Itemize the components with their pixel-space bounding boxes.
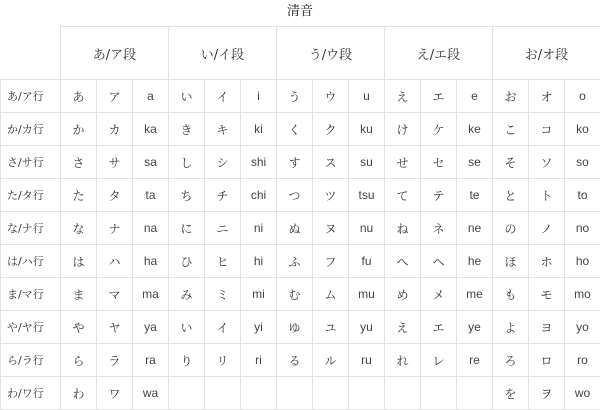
romaji-cell: me [457, 278, 493, 311]
katakana-cell: カ [97, 113, 133, 146]
katakana-cell: ト [529, 179, 565, 212]
hiragana-cell: ね [385, 212, 421, 245]
row-label: ま/マ行 [1, 278, 61, 311]
hiragana-cell: む [277, 278, 313, 311]
row-label: わ/ワ行 [1, 377, 61, 410]
hiragana-cell: ひ [169, 245, 205, 278]
hiragana-cell: い [169, 311, 205, 344]
romaji-cell: na [133, 212, 169, 245]
hiragana-cell: も [493, 278, 529, 311]
hiragana-cell: て [385, 179, 421, 212]
katakana-cell: セ [421, 146, 457, 179]
hiragana-cell: つ [277, 179, 313, 212]
hiragana-cell: ら [61, 344, 97, 377]
hiragana-cell: や [61, 311, 97, 344]
romaji-cell: e [457, 80, 493, 113]
katakana-cell: ル [313, 344, 349, 377]
column-header-e: え/エ段 [385, 27, 493, 80]
romaji-cell [349, 377, 385, 410]
table-row [1, 179, 600, 212]
romaji-cell: ye [457, 311, 493, 344]
hiragana-cell: う [277, 80, 313, 113]
katakana-cell: ロ [529, 344, 565, 377]
romaji-cell: ro [565, 344, 600, 377]
katakana-cell: ツ [313, 179, 349, 212]
hiragana-cell: へ [385, 245, 421, 278]
hiragana-cell: は [61, 245, 97, 278]
hiragana-cell: お [493, 80, 529, 113]
romaji-cell: ki [241, 113, 277, 146]
romaji-cell: ra [133, 344, 169, 377]
katakana-cell: イ [205, 80, 241, 113]
romaji-cell: yi [241, 311, 277, 344]
row-label: な/ナ行 [1, 212, 61, 245]
hiragana-cell: そ [493, 146, 529, 179]
romaji-cell: se [457, 146, 493, 179]
column-header-o: お/オ段 [493, 27, 600, 80]
katakana-cell: ネ [421, 212, 457, 245]
hiragana-cell: ゆ [277, 311, 313, 344]
column-header-a: あ/ア段 [61, 27, 169, 80]
hiragana-cell: か [61, 113, 97, 146]
katakana-cell: ク [313, 113, 349, 146]
romaji-cell: fu [349, 245, 385, 278]
romaji-cell: sa [133, 146, 169, 179]
hiragana-cell: ろ [493, 344, 529, 377]
romaji-cell: wo [565, 377, 600, 410]
hiragana-cell: ぬ [277, 212, 313, 245]
row-label: ら/ラ行 [1, 344, 61, 377]
romaji-cell: ya [133, 311, 169, 344]
katakana-cell: ヲ [529, 377, 565, 410]
katakana-cell: ウ [313, 80, 349, 113]
katakana-cell: リ [205, 344, 241, 377]
hiragana-cell: ふ [277, 245, 313, 278]
romaji-cell: tsu [349, 179, 385, 212]
katakana-cell: エ [421, 311, 457, 344]
hiragana-cell: ほ [493, 245, 529, 278]
hiragana-cell: に [169, 212, 205, 245]
katakana-cell: ヨ [529, 311, 565, 344]
hiragana-cell [169, 377, 205, 410]
romaji-cell: ru [349, 344, 385, 377]
header-row [1, 27, 600, 80]
katakana-cell: ユ [313, 311, 349, 344]
hiragana-cell [385, 377, 421, 410]
romaji-cell: te [457, 179, 493, 212]
katakana-cell: テ [421, 179, 457, 212]
romaji-cell: o [565, 80, 600, 113]
table-row [1, 245, 600, 278]
hiragana-cell: す [277, 146, 313, 179]
corner-cell [1, 27, 61, 80]
romaji-cell: ne [457, 212, 493, 245]
romaji-cell: i [241, 80, 277, 113]
romaji-cell: ta [133, 179, 169, 212]
hiragana-cell: た [61, 179, 97, 212]
katakana-cell: コ [529, 113, 565, 146]
romaji-cell: wa [133, 377, 169, 410]
hiragana-cell: と [493, 179, 529, 212]
katakana-cell: イ [205, 311, 241, 344]
katakana-cell: ヘ [421, 245, 457, 278]
hiragana-cell: く [277, 113, 313, 146]
katakana-cell: シ [205, 146, 241, 179]
romaji-cell: re [457, 344, 493, 377]
hiragana-cell: め [385, 278, 421, 311]
hiragana-cell: ち [169, 179, 205, 212]
katakana-cell: フ [313, 245, 349, 278]
katakana-cell: ミ [205, 278, 241, 311]
hiragana-cell: み [169, 278, 205, 311]
romaji-cell: ni [241, 212, 277, 245]
hiragana-cell: の [493, 212, 529, 245]
romaji-cell: yu [349, 311, 385, 344]
row-label: や/ヤ行 [1, 311, 61, 344]
romaji-cell: yo [565, 311, 600, 344]
table-row [1, 344, 600, 377]
katakana-cell: ラ [97, 344, 133, 377]
chart-title: 清音 [0, 0, 600, 26]
hiragana-cell: き [169, 113, 205, 146]
katakana-cell: チ [205, 179, 241, 212]
katakana-cell: ア [97, 80, 133, 113]
kana-table [0, 26, 600, 410]
table-row [1, 212, 600, 245]
table-row [1, 113, 600, 146]
row-label: あ/ア行 [1, 80, 61, 113]
katakana-cell: ケ [421, 113, 457, 146]
hiragana-cell: し [169, 146, 205, 179]
romaji-cell: chi [241, 179, 277, 212]
hiragana-cell: る [277, 344, 313, 377]
hiragana-cell: い [169, 80, 205, 113]
katakana-cell: サ [97, 146, 133, 179]
katakana-cell: ソ [529, 146, 565, 179]
katakana-cell: ワ [97, 377, 133, 410]
romaji-cell: nu [349, 212, 385, 245]
katakana-cell: メ [421, 278, 457, 311]
katakana-cell [421, 377, 457, 410]
katakana-cell: ヌ [313, 212, 349, 245]
romaji-cell: a [133, 80, 169, 113]
romaji-cell: shi [241, 146, 277, 179]
romaji-cell [241, 377, 277, 410]
kana-body [1, 80, 600, 410]
hiragana-cell: え [385, 80, 421, 113]
row-label: は/ハ行 [1, 245, 61, 278]
row-label: さ/サ行 [1, 146, 61, 179]
column-header-u: う/ウ段 [277, 27, 385, 80]
romaji-cell: ke [457, 113, 493, 146]
katakana-cell: ム [313, 278, 349, 311]
hiragana-cell: せ [385, 146, 421, 179]
romaji-cell: he [457, 245, 493, 278]
katakana-cell [205, 377, 241, 410]
hiragana-cell: を [493, 377, 529, 410]
romaji-cell: u [349, 80, 385, 113]
katakana-cell: レ [421, 344, 457, 377]
katakana-cell: オ [529, 80, 565, 113]
hiragana-cell: さ [61, 146, 97, 179]
table-row [1, 278, 600, 311]
hiragana-cell: よ [493, 311, 529, 344]
hiragana-cell: り [169, 344, 205, 377]
katakana-cell: ヒ [205, 245, 241, 278]
column-header-i: い/イ段 [169, 27, 277, 80]
romaji-cell: su [349, 146, 385, 179]
romaji-cell: ko [565, 113, 600, 146]
romaji-cell: so [565, 146, 600, 179]
katakana-cell: タ [97, 179, 133, 212]
hiragana-cell: な [61, 212, 97, 245]
katakana-cell: ヤ [97, 311, 133, 344]
table-row [1, 311, 600, 344]
katakana-cell: モ [529, 278, 565, 311]
katakana-cell: ハ [97, 245, 133, 278]
katakana-cell: ニ [205, 212, 241, 245]
romaji-cell: ri [241, 344, 277, 377]
row-label: か/カ行 [1, 113, 61, 146]
romaji-cell: ho [565, 245, 600, 278]
table-row [1, 377, 600, 410]
katakana-cell: ノ [529, 212, 565, 245]
romaji-cell: no [565, 212, 600, 245]
romaji-cell [457, 377, 493, 410]
katakana-cell [313, 377, 349, 410]
hiragana-cell: え [385, 311, 421, 344]
hiragana-cell: け [385, 113, 421, 146]
hiragana-cell: ま [61, 278, 97, 311]
hiragana-cell: こ [493, 113, 529, 146]
katakana-cell: ナ [97, 212, 133, 245]
romaji-cell: ma [133, 278, 169, 311]
katakana-cell: ホ [529, 245, 565, 278]
katakana-cell: ス [313, 146, 349, 179]
hiragana-cell: あ [61, 80, 97, 113]
hiragana-cell [277, 377, 313, 410]
romaji-cell: ka [133, 113, 169, 146]
romaji-cell: mu [349, 278, 385, 311]
table-row [1, 80, 600, 113]
romaji-cell: mo [565, 278, 600, 311]
romaji-cell: hi [241, 245, 277, 278]
romaji-cell: to [565, 179, 600, 212]
katakana-cell: キ [205, 113, 241, 146]
romaji-cell: ha [133, 245, 169, 278]
row-label: た/タ行 [1, 179, 61, 212]
romaji-cell: mi [241, 278, 277, 311]
romaji-cell: ku [349, 113, 385, 146]
katakana-cell: マ [97, 278, 133, 311]
hiragana-cell: れ [385, 344, 421, 377]
katakana-cell: エ [421, 80, 457, 113]
table-row [1, 146, 600, 179]
hiragana-cell: わ [61, 377, 97, 410]
